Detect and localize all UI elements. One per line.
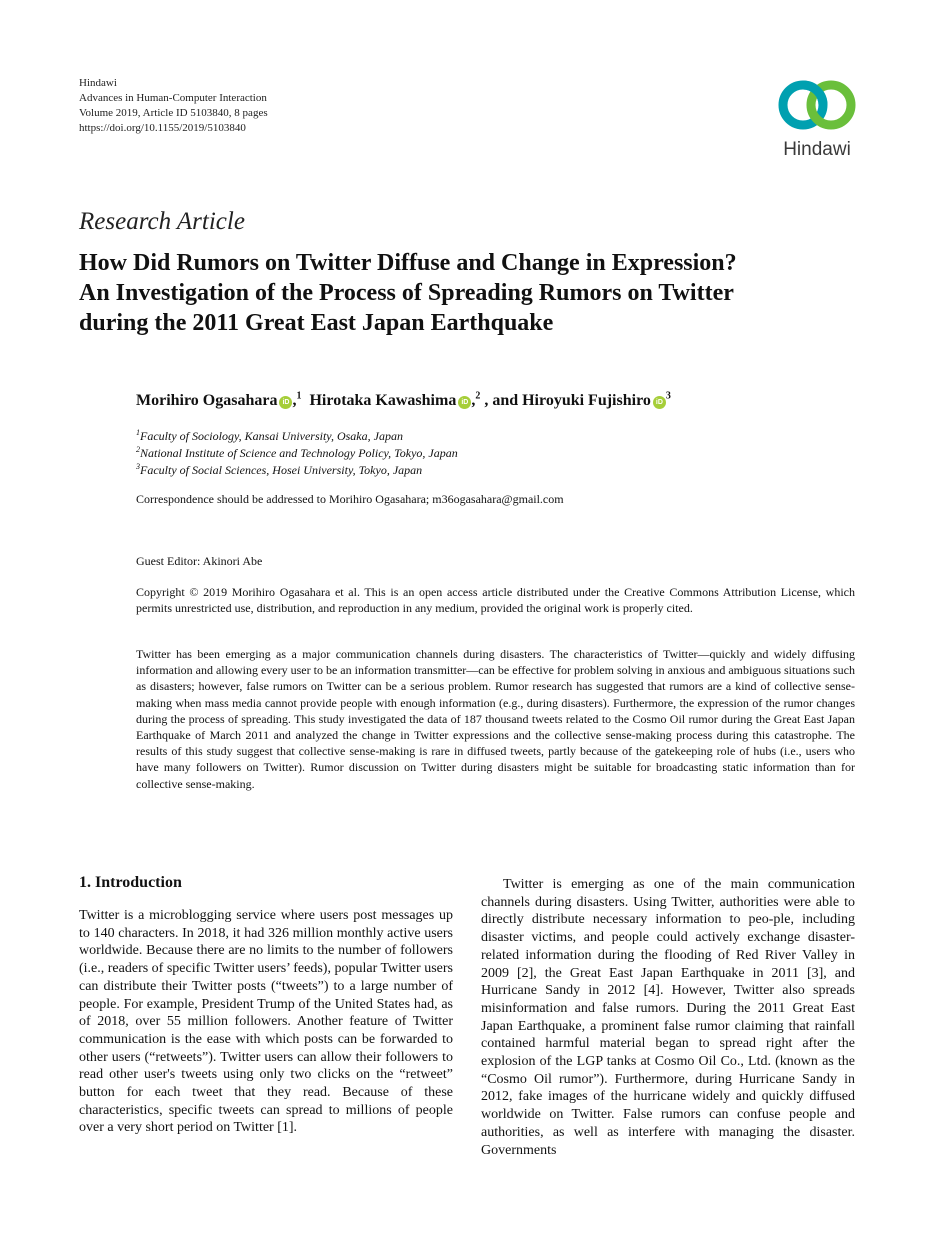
author-list	[136, 392, 671, 410]
orcid-icon[interactable]: iD	[279, 396, 292, 409]
hindawi-rings-icon	[776, 75, 858, 135]
affiliation-line	[136, 428, 458, 445]
copyright-notice: Copyright © 2019 Morihiro Ogasahara et al. This is an open access article distributed under the Creative Commons Attribution License, which permits unrestricted use, distribution, and reproduction in any medium, provided the original work is properly cited.	[136, 585, 855, 615]
publisher-name: Hindawi	[79, 77, 117, 89]
hindawi-wordmark: Hindawi	[783, 139, 851, 160]
author-affiliation-mark: 1	[296, 390, 302, 402]
intro-paragraph-left: Twitter is a microblogging service where users post messages up to 140 characters. In 2018, it had 326 million monthly active users worldwide. Because there are no limits to the number of followers (i.e., readers of specific Twitter users’ feeds), popular Twitter users can distribute their Twitter posts (“tweets”) to a large number of people. For example, President Trump of the United States had, as of 2018, over 55 million followers. Another feature of Twitter communication is the ease with which posts can be forwarded to other users (“retweets”). Twitter users can allow their followers to read other user's tweets using only two clicks on the “retweet” button for each tweet that they read. Because of these characteristics, specific tweets can spread to millions of people over a very short period on Twitter [1].	[79, 908, 453, 1136]
correspondence-note: Correspondence should be addressed to Morihiro Ogasahara; m36ogasahara@gmail.com	[136, 492, 564, 506]
article-title	[79, 248, 869, 338]
author-name[interactable]: Hirotaka Kawashima	[309, 392, 457, 409]
title-line: An Investigation of the Process of Spreading Rumors on Twitter	[79, 280, 734, 306]
intro-paragraph-right: Twitter is emerging as one of the main communication channels during disasters. Using Twitter, authorities were able to directly distribute necessary information to peo-ple, including disaster victims, and people could actively exchange disaster-related information during the flooding of Red River Valley in 2009 [2], the Great East Japan Earthquake in 2011 [3], and Hurricane Sandy in 2012 [4]. However, Twitter also spreads misinformation and false rumors. During the 2011 Great East Japan Earthquake, a prominent false rumor claiming that rainfall contained harmful material began to spread right after the explosion of the LGP tanks at Cosmo Oil Co., Ltd. (known as the “Cosmo Oil rumor”). Furthermore, during Hurricane Sandy in 2012, fake images of the hurricane widely and quickly diffused worldwide on Twitter. False rumors can confuse people and authorities, as well as interfere with managing the disaster. Governments	[481, 877, 855, 1158]
section-heading: 1. Introduction	[79, 874, 182, 891]
doi-link[interactable]: https://doi.org/10.1155/2019/5103840	[79, 122, 246, 134]
affiliation-mark: 3	[136, 462, 140, 471]
journal-header	[79, 76, 268, 136]
author-name[interactable]: Hiroyuki Fujishiro	[522, 392, 651, 409]
author-separator: ,	[292, 392, 297, 409]
affiliation-text: National Institute of Science and Technology Policy, Tokyo, Japan	[140, 446, 458, 460]
author-affiliation-mark: 2	[475, 390, 481, 402]
affiliations	[136, 428, 458, 479]
title-line: How Did Rumors on Twitter Diffuse and Change in Expression?	[79, 250, 737, 276]
title-line: during the 2011 Great East Japan Earthquake	[79, 310, 554, 336]
affiliation-line	[136, 462, 458, 479]
affiliation-line	[136, 445, 458, 462]
guest-editor: Guest Editor: Akinori Abe	[136, 554, 263, 568]
journal-name: Advances in Human-Computer Interaction	[79, 92, 267, 104]
affiliation-text: Faculty of Sociology, Kansai University, Osaka, Japan	[140, 429, 403, 443]
author-affiliation-mark: 3	[665, 390, 671, 402]
article-type: Research Article	[79, 208, 245, 235]
volume-info: Volume 2019, Article ID 5103840, 8 pages	[79, 107, 268, 119]
affiliation-mark: 2	[136, 445, 140, 454]
orcid-icon[interactable]: iD	[458, 396, 471, 409]
author-separator: , and	[484, 392, 523, 409]
author-name[interactable]: Morihiro Ogasahara	[136, 392, 278, 409]
author-separator: ,	[471, 392, 476, 409]
affiliation-text: Faculty of Social Sciences, Hosei University, Tokyo, Japan	[140, 463, 423, 477]
abstract: Twitter has been emerging as a major communication channels during disasters. The characteristics of Twitter—quickly and widely diffusing information and allowing every user to be an information transmitter—can be effective for problem solving in anxious and ambiguous situations such as disasters; however, false rumors on Twitter can be a serious problem. Rumor research has suggested that rumors are a kind of collective sense-making when mass media cannot provide people with enough information (e.g., during disasters). Furthermore, the expression of the rumor changes during the process of spreading. This study investigated the data of 187 thousand tweets related to the Cosmo Oil rumor during the Great East Japan Earthquake of March 2011 and analyzed the change in Twitter expressions and the collective sense-making process during this catastrophe. The results of this study suggest that collective sense-making is rare in diffused tweets, partly because of the gatekeeping role of hubs (i.e., users who have many followers on Twitter). Rumor discussion on Twitter during disasters might be suitable for broadcasting static information than for collective sense-making.	[136, 647, 855, 791]
hindawi-logo	[774, 75, 860, 163]
affiliation-mark: 1	[136, 428, 140, 437]
orcid-icon[interactable]: iD	[653, 396, 666, 409]
